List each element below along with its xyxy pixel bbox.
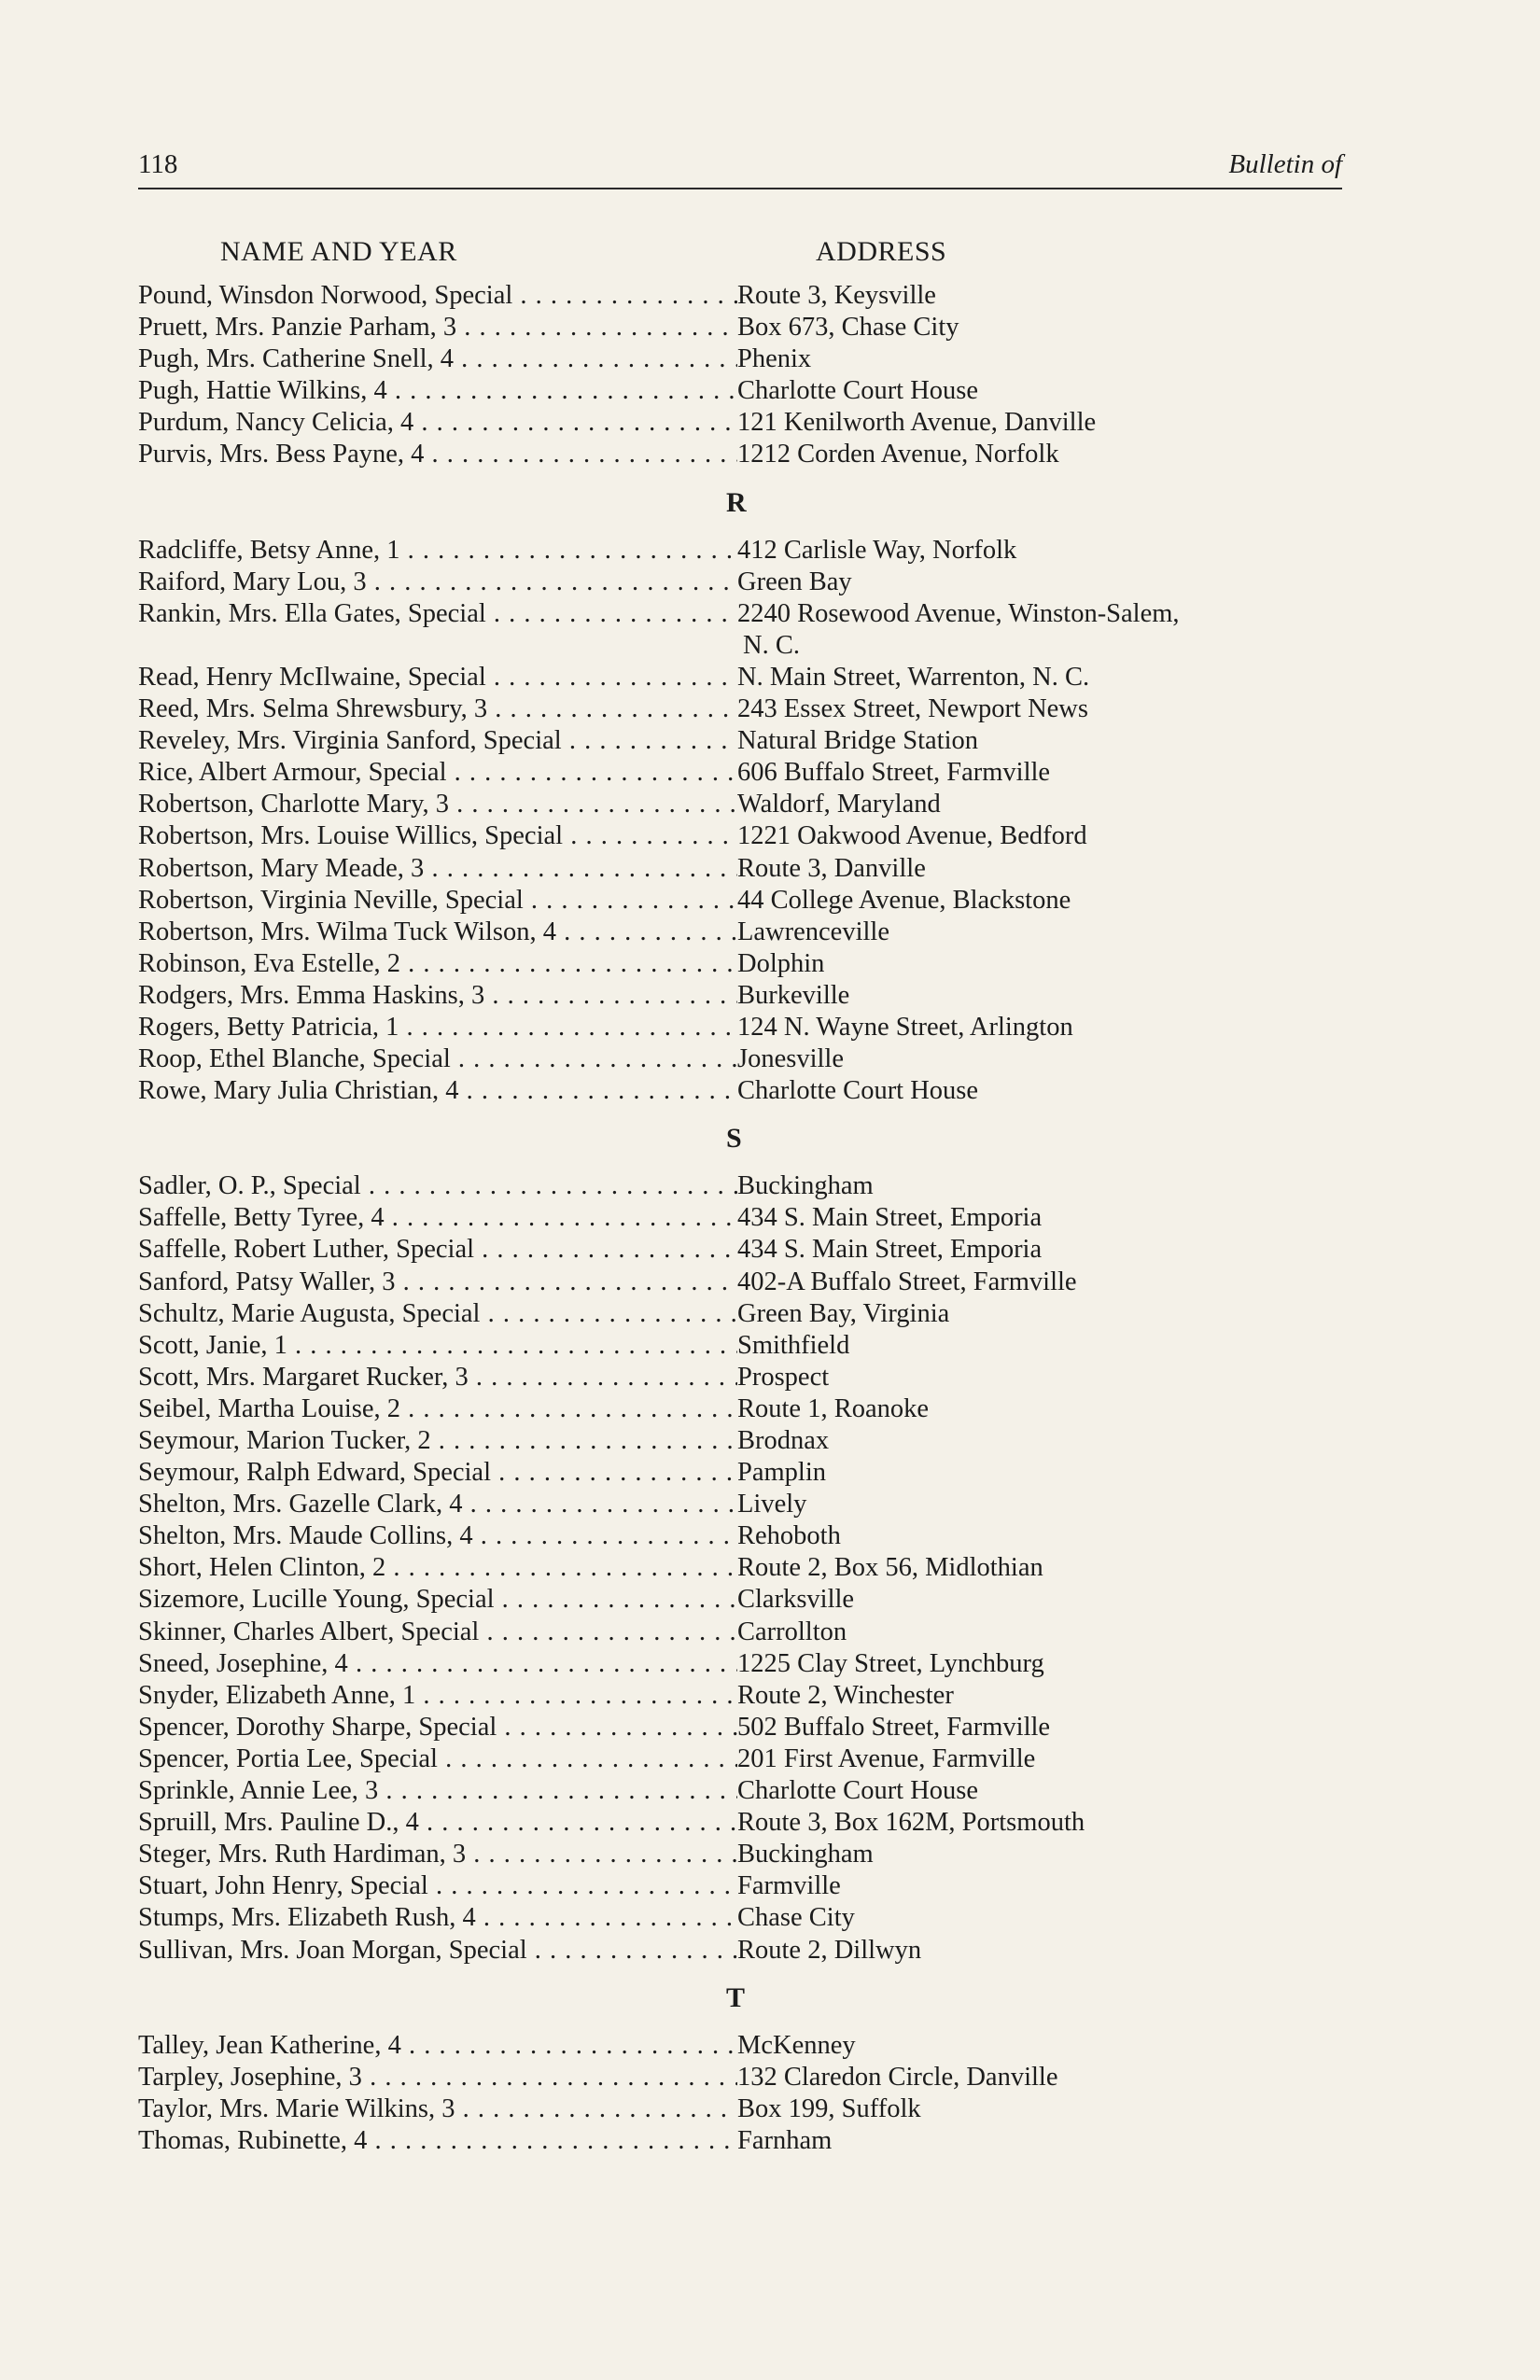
entry-name: Schultz, Marie Augusta, Special . . . [138, 1298, 737, 1330]
entry-name: Snyder, Elizabeth Anne, 1 . . . [138, 1680, 737, 1712]
entry-name: Talley, Jean Katherine, 4 . . . [138, 2030, 737, 2062]
entry-name: Short, Helen Clinton, 2 . . . [138, 1552, 737, 1584]
directory-entry [138, 1362, 1342, 1393]
entry-address: Buckingham [737, 1171, 874, 1201]
directory-entry [138, 2062, 1342, 2093]
directory-entry [138, 1807, 1342, 1839]
entry-name: Pound, Winsdon Norwood, Special . . . [138, 280, 737, 312]
entry-address: Rehoboth [737, 1521, 841, 1551]
directory-entry [138, 1935, 1342, 1967]
entry-name: Reveley, Mrs. Virginia Sanford, Special . . . [138, 725, 737, 757]
entry-name: Pugh, Mrs. Catherine Snell, 4 . . . [138, 343, 737, 375]
entry-address: Green Bay, Virginia [737, 1298, 950, 1328]
entry-address: Clarksville [737, 1585, 855, 1615]
directory-entry [138, 1584, 1342, 1616]
directory-entry [138, 312, 1342, 343]
entry-name: Purdum, Nancy Celicia, 4 . . . [138, 407, 737, 439]
entry-name: Robertson, Mary Meade, 3 . . . [138, 853, 737, 885]
entry-name: Radcliffe, Betsy Anne, 1 . . . [138, 535, 737, 567]
directory-entry [138, 1267, 1342, 1298]
entry-address: Chase City [737, 1903, 855, 1933]
entry-address: Natural Bridge Station [737, 726, 979, 756]
entry-name: Rowe, Mary Julia Christian, 4 . . . [138, 1075, 737, 1107]
entry-address: Jonesville [737, 1044, 844, 1074]
directory-entry [138, 2030, 1342, 2062]
column-headers [138, 236, 1342, 273]
directory-entry [138, 1075, 1342, 1107]
entry-address: Green Bay [737, 567, 852, 596]
directory-entry [138, 917, 1342, 948]
entry-name: Rodgers, Mrs. Emma Haskins, 3 . . . [138, 980, 737, 1012]
directory-entry [138, 820, 1342, 852]
entry-address: Lively [737, 1490, 807, 1519]
entry-name: Seymour, Ralph Edward, Special . . . [138, 1457, 737, 1489]
entry-address: 502 Buffalo Street, Farmville [737, 1712, 1051, 1742]
entry-name: Raiford, Mary Lou, 3 . . . [138, 567, 737, 598]
directory-entry [138, 1552, 1342, 1584]
directory-entry [138, 1617, 1342, 1648]
entry-name: Skinner, Charles Albert, Special . . . [138, 1617, 737, 1648]
directory-entry [138, 1648, 1342, 1680]
entry-name: Stumps, Mrs. Elizabeth Rush, 4 . . . [138, 1902, 737, 1934]
entry-address: 132 Claredon Circle, Danville [737, 2062, 1058, 2092]
entry-address: Prospect [737, 1362, 830, 1392]
entry-name: Rice, Albert Armour, Special . . . [138, 757, 737, 789]
entry-name: Pugh, Hattie Wilkins, 4 . . . [138, 375, 737, 407]
entry-address: Route 3, Keysville [737, 281, 936, 310]
page-number: 118 [138, 149, 178, 179]
directory-entry [138, 662, 1342, 693]
entry-address: McKenney [737, 2030, 856, 2060]
entry-name: Steger, Mrs. Ruth Hardiman, 3 . . . [138, 1839, 737, 1870]
directory-entry [138, 1902, 1342, 1934]
directory-entry [138, 1680, 1342, 1712]
entry-name: Read, Henry McIlwaine, Special . . . [138, 662, 737, 693]
directory-list [138, 280, 1342, 2157]
entry-address: Phenix [737, 344, 812, 374]
entry-name: Sneed, Josephine, 4 . . . [138, 1648, 737, 1680]
entry-name: Sanford, Patsy Waller, 3 . . . [138, 1267, 737, 1298]
directory-entry [138, 2093, 1342, 2125]
directory-entry [138, 1170, 1342, 1202]
entry-name: Spencer, Dorothy Sharpe, Special . . . [138, 1712, 737, 1743]
entry-name: Sizemore, Lucille Young, Special . . . [138, 1584, 737, 1616]
entry-name: Shelton, Mrs. Maude Collins, 4 . . . [138, 1520, 737, 1552]
entry-address: Route 2, Winchester [737, 1680, 954, 1710]
entry-address-continuation: N. C. [743, 630, 800, 660]
publication-title: Bulletin of [1228, 149, 1342, 179]
directory-entry [138, 1043, 1342, 1075]
entry-address: 402-A Buffalo Street, Farmville [737, 1267, 1077, 1296]
entry-address: 1212 Corden Avenue, Norfolk [737, 440, 1059, 469]
entry-address: Burkeville [737, 980, 850, 1010]
page-header [138, 149, 1342, 189]
entry-address: 121 Kenilworth Avenue, Danville [737, 408, 1097, 438]
entry-name: Saffelle, Robert Luther, Special . . . [138, 1234, 737, 1266]
directory-entry [138, 407, 1342, 439]
entry-address: Box 673, Chase City [737, 313, 959, 343]
entry-name: Purvis, Mrs. Bess Payne, 4 . . . [138, 439, 737, 470]
directory-entry [138, 2125, 1342, 2157]
entry-address: 412 Carlisle Way, Norfolk [737, 535, 1017, 565]
entry-address: 2240 Rosewood Avenue, Winston-Salem, [737, 598, 1180, 628]
entry-name: Roop, Ethel Blanche, Special . . . [138, 1043, 737, 1075]
entry-address: Lawrenceville [737, 917, 889, 946]
directory-entry [138, 693, 1342, 725]
entry-name: Seymour, Marion Tucker, 2 . . . [138, 1425, 737, 1457]
directory-entry [138, 725, 1342, 757]
directory-entry [138, 1712, 1342, 1743]
entry-address: Farmville [737, 1871, 841, 1901]
directory-entry [138, 567, 1342, 598]
name-column-header: NAME AND YEAR [220, 236, 457, 267]
entry-address: Box 199, Suffolk [737, 2093, 921, 2123]
entry-address: Route 2, Dillwyn [737, 1935, 922, 1965]
section-letter: S [726, 1123, 742, 1155]
directory-entry [138, 1520, 1342, 1552]
entry-address: 243 Essex Street, Newport News [737, 694, 1088, 724]
entry-name: Spruill, Mrs. Pauline D., 4 . . . [138, 1807, 737, 1839]
entry-address: Brodnax [737, 1426, 830, 1455]
directory-entry [138, 1330, 1342, 1362]
entry-address: 201 First Avenue, Farmville [737, 1743, 1036, 1773]
entry-name: Robinson, Eva Estelle, 2 . . . [138, 948, 737, 980]
directory-entry [138, 1775, 1342, 1807]
entry-name: Scott, Janie, 1 . . . [138, 1330, 737, 1362]
directory-entry [138, 980, 1342, 1012]
entry-address: Dolphin [737, 948, 825, 978]
directory-entry [138, 1743, 1342, 1775]
directory-entry [138, 1839, 1342, 1870]
directory-entry [138, 375, 1342, 407]
entry-address: 606 Buffalo Street, Farmville [737, 758, 1051, 788]
entry-name: Rankin, Mrs. Ella Gates, Special . . . [138, 598, 737, 630]
entry-address: Buckingham [737, 1840, 874, 1869]
entry-name: Taylor, Mrs. Marie Wilkins, 3 . . . [138, 2093, 737, 2125]
directory-entry [138, 1012, 1342, 1043]
directory-entry [138, 948, 1342, 980]
directory-entry [138, 1489, 1342, 1520]
directory-entry [138, 535, 1342, 567]
directory-entry [138, 1202, 1342, 1234]
directory-entry [138, 757, 1342, 789]
directory-entry [138, 885, 1342, 917]
directory-entry [138, 280, 1342, 312]
entry-address: 1225 Clay Street, Lynchburg [737, 1648, 1044, 1678]
entry-name: Rogers, Betty Patricia, 1 . . . [138, 1012, 737, 1043]
directory-entry [138, 439, 1342, 470]
entry-name: Spencer, Portia Lee, Special . . . [138, 1743, 737, 1775]
entry-address: 124 N. Wayne Street, Arlington [737, 1012, 1073, 1042]
entry-address: N. Main Street, Warrenton, N. C. [737, 662, 1090, 692]
entry-name: Shelton, Mrs. Gazelle Clark, 4 . . . [138, 1489, 737, 1520]
entry-address: Route 3, Box 162M, Portsmouth [737, 1808, 1085, 1838]
directory-entry [138, 343, 1342, 375]
entry-address: 434 S. Main Street, Emporia [737, 1235, 1043, 1265]
entry-address: Waldorf, Maryland [737, 790, 941, 819]
entry-address: Pamplin [737, 1458, 827, 1488]
entry-name: Sadler, O. P., Special . . . [138, 1170, 737, 1202]
directory-entry [138, 853, 1342, 885]
directory-entry [138, 1393, 1342, 1425]
entry-address: Smithfield [737, 1330, 850, 1360]
entry-name: Robertson, Virginia Neville, Special . . . [138, 885, 737, 917]
entry-name: Tarpley, Josephine, 3 . . . [138, 2062, 737, 2093]
entry-address: 434 S. Main Street, Emporia [737, 1203, 1043, 1233]
entry-address: Farnham [737, 2125, 833, 2155]
address-column-header: ADDRESS [816, 236, 947, 267]
entry-name: Scott, Mrs. Margaret Rucker, 3 . . . [138, 1362, 737, 1393]
entry-name: Sprinkle, Annie Lee, 3 . . . [138, 1775, 737, 1807]
entry-address: Charlotte Court House [737, 376, 979, 406]
entry-name: Reed, Mrs. Selma Shrewsbury, 3 . . . [138, 693, 737, 725]
section-letter: T [726, 1981, 746, 2013]
entry-name: Sullivan, Mrs. Joan Morgan, Special . . . [138, 1935, 737, 1967]
entry-name: Thomas, Rubinette, 4 . . . [138, 2125, 737, 2157]
entry-address: Charlotte Court House [737, 1076, 979, 1106]
entry-address: Route 2, Box 56, Midlothian [737, 1553, 1043, 1583]
entry-name: Pruett, Mrs. Panzie Parham, 3 . . . [138, 312, 737, 343]
directory-entry [138, 1457, 1342, 1489]
entry-address: Carrollton [737, 1617, 847, 1646]
entry-name: Stuart, John Henry, Special . . . [138, 1870, 737, 1902]
entry-address: 1221 Oakwood Avenue, Bedford [737, 821, 1087, 851]
entry-address: Charlotte Court House [737, 1776, 979, 1806]
directory-entry [138, 1234, 1342, 1266]
directory-entry [138, 598, 1342, 630]
entry-name: Robertson, Mrs. Wilma Tuck Wilson, 4 . . . [138, 917, 737, 948]
entry-name: Saffelle, Betty Tyree, 4 . . . [138, 1202, 737, 1234]
entry-name: Seibel, Martha Louise, 2 . . . [138, 1393, 737, 1425]
section-letter: R [726, 486, 747, 518]
directory-entry [138, 1425, 1342, 1457]
entry-name: Robertson, Mrs. Louise Willics, Special . . . [138, 820, 737, 852]
directory-entry [138, 789, 1342, 820]
directory-entry [138, 1298, 1342, 1330]
directory-entry [138, 1870, 1342, 1902]
entry-address: Route 1, Roanoke [737, 1393, 930, 1423]
entry-name: Robertson, Charlotte Mary, 3 . . . [138, 789, 737, 820]
entry-address: 44 College Avenue, Blackstone [737, 885, 1071, 915]
entry-address: Route 3, Danville [737, 853, 926, 883]
